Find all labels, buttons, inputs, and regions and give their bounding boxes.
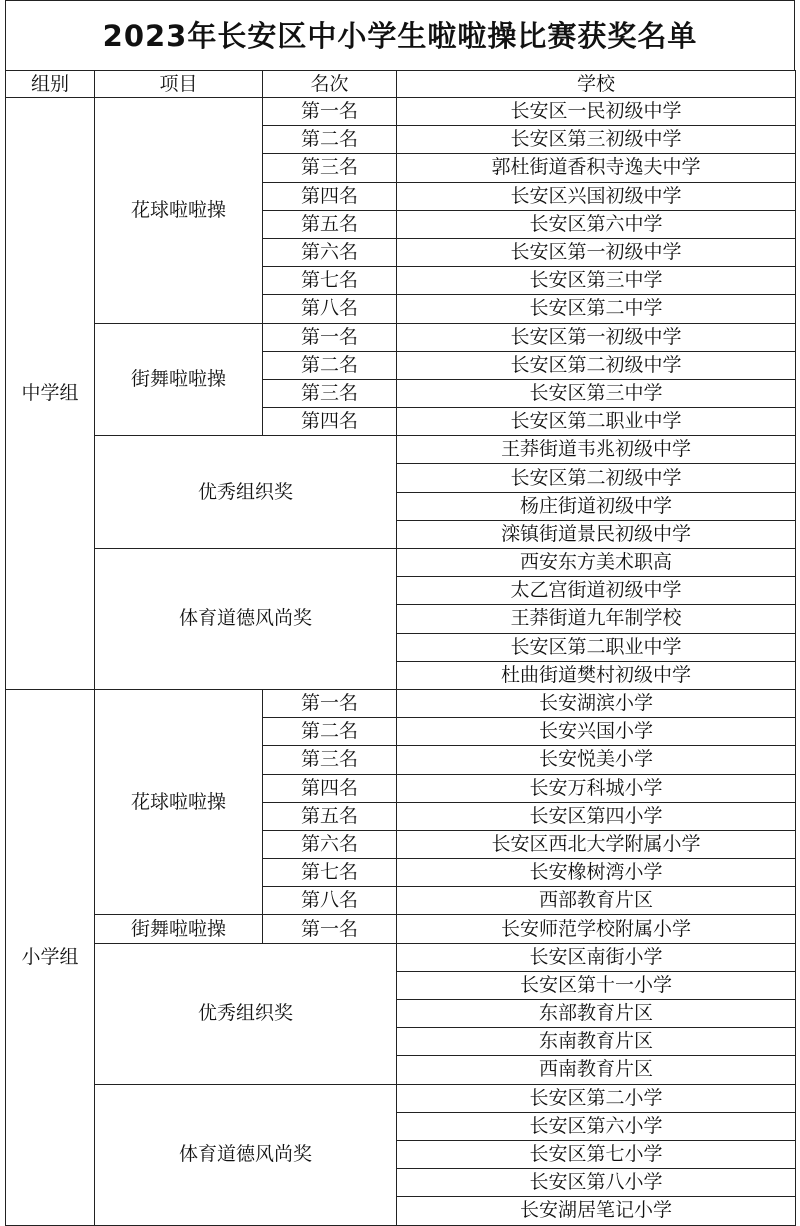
school-cell: 长安区第三初级中学 bbox=[397, 126, 796, 154]
school-cell: 太乙宫街道初级中学 bbox=[397, 577, 796, 605]
school-cell: 长安区第四小学 bbox=[397, 802, 796, 830]
rank-cell: 第二名 bbox=[263, 718, 397, 746]
school-cell: 长安区一民初级中学 bbox=[397, 98, 796, 126]
table-row bbox=[6, 943, 796, 971]
rank-cell: 第一名 bbox=[263, 689, 397, 717]
rank-cell: 第一名 bbox=[263, 915, 397, 943]
school-cell: 长安区第三中学 bbox=[397, 379, 796, 407]
school-cell: 长安区第八小学 bbox=[397, 1169, 796, 1197]
header-school: 学校 bbox=[397, 71, 796, 98]
school-cell: 长安区第一初级中学 bbox=[397, 323, 796, 351]
rank-cell: 第四名 bbox=[263, 408, 397, 436]
award-table bbox=[5, 70, 796, 1226]
school-cell: 滦镇街道景民初级中学 bbox=[397, 520, 796, 548]
school-cell: 长安区第七小学 bbox=[397, 1140, 796, 1168]
rank-cell: 第一名 bbox=[263, 98, 397, 126]
rank-cell: 第六名 bbox=[263, 238, 397, 266]
school-cell: 长安湖居笔记小学 bbox=[397, 1197, 796, 1225]
rank-cell: 第二名 bbox=[263, 126, 397, 154]
school-cell: 长安区第六中学 bbox=[397, 210, 796, 238]
school-cell: 长安区第二中学 bbox=[397, 295, 796, 323]
school-cell: 长安区第二职业中学 bbox=[397, 408, 796, 436]
award-cell: 体育道德风尚奖 bbox=[95, 549, 397, 690]
rank-cell: 第八名 bbox=[263, 295, 397, 323]
table-row bbox=[6, 323, 796, 351]
rank-cell: 第七名 bbox=[263, 267, 397, 295]
group-cell: 小学组 bbox=[6, 689, 95, 1225]
school-cell: 长安悦美小学 bbox=[397, 746, 796, 774]
school-cell: 长安区第二职业中学 bbox=[397, 633, 796, 661]
rank-cell: 第三名 bbox=[263, 379, 397, 407]
rank-cell: 第六名 bbox=[263, 830, 397, 858]
school-cell: 长安区第六小学 bbox=[397, 1112, 796, 1140]
school-cell: 长安区第二初级中学 bbox=[397, 464, 796, 492]
rank-cell: 第五名 bbox=[263, 210, 397, 238]
header-rank: 名次 bbox=[263, 71, 397, 98]
item-cell: 花球啦啦操 bbox=[95, 98, 263, 324]
school-cell: 长安万科城小学 bbox=[397, 774, 796, 802]
page-title: 2023年长安区中小学生啦啦操比赛获奖名单 bbox=[5, 0, 795, 70]
school-cell: 王莽街道九年制学校 bbox=[397, 605, 796, 633]
school-cell: 东南教育片区 bbox=[397, 1028, 796, 1056]
school-cell: 东部教育片区 bbox=[397, 1000, 796, 1028]
school-cell: 王莽街道韦兆初级中学 bbox=[397, 436, 796, 464]
school-cell: 长安区第二小学 bbox=[397, 1084, 796, 1112]
school-cell: 长安师范学校附属小学 bbox=[397, 915, 796, 943]
school-cell: 长安湖滨小学 bbox=[397, 689, 796, 717]
table-row bbox=[6, 436, 796, 464]
school-cell: 长安橡树湾小学 bbox=[397, 859, 796, 887]
group-cell: 中学组 bbox=[6, 98, 95, 690]
rank-cell: 第二名 bbox=[263, 351, 397, 379]
rank-cell: 第四名 bbox=[263, 182, 397, 210]
school-cell: 长安区第三中学 bbox=[397, 267, 796, 295]
header-group: 组别 bbox=[6, 71, 95, 98]
table-row bbox=[6, 98, 796, 126]
rank-cell: 第四名 bbox=[263, 774, 397, 802]
school-cell: 杜曲街道樊村初级中学 bbox=[397, 661, 796, 689]
school-cell: 西部教育片区 bbox=[397, 887, 796, 915]
school-cell: 长安区第十一小学 bbox=[397, 971, 796, 999]
school-cell: 长安区兴国初级中学 bbox=[397, 182, 796, 210]
item-cell: 街舞啦啦操 bbox=[95, 915, 263, 943]
school-cell: 长安兴国小学 bbox=[397, 718, 796, 746]
header-row bbox=[6, 71, 796, 98]
award-document bbox=[5, 0, 795, 1226]
table-row bbox=[6, 549, 796, 577]
rank-cell: 第七名 bbox=[263, 859, 397, 887]
rank-cell: 第五名 bbox=[263, 802, 397, 830]
school-cell: 杨庄街道初级中学 bbox=[397, 492, 796, 520]
award-cell: 体育道德风尚奖 bbox=[95, 1084, 397, 1225]
item-cell: 花球啦啦操 bbox=[95, 689, 263, 915]
school-cell: 西安东方美术职高 bbox=[397, 549, 796, 577]
school-cell: 长安区第一初级中学 bbox=[397, 238, 796, 266]
school-cell: 西南教育片区 bbox=[397, 1056, 796, 1084]
table-row bbox=[6, 915, 796, 943]
rank-cell: 第一名 bbox=[263, 323, 397, 351]
rank-cell: 第三名 bbox=[263, 154, 397, 182]
header-item: 项目 bbox=[95, 71, 263, 98]
school-cell: 郭杜街道香积寺逸夫中学 bbox=[397, 154, 796, 182]
rank-cell: 第八名 bbox=[263, 887, 397, 915]
school-cell: 长安区南街小学 bbox=[397, 943, 796, 971]
rank-cell: 第三名 bbox=[263, 746, 397, 774]
table-row bbox=[6, 689, 796, 717]
school-cell: 长安区第二初级中学 bbox=[397, 351, 796, 379]
award-cell: 优秀组织奖 bbox=[95, 943, 397, 1084]
item-cell: 街舞啦啦操 bbox=[95, 323, 263, 436]
school-cell: 长安区西北大学附属小学 bbox=[397, 830, 796, 858]
award-cell: 优秀组织奖 bbox=[95, 436, 397, 549]
table-row bbox=[6, 1084, 796, 1112]
